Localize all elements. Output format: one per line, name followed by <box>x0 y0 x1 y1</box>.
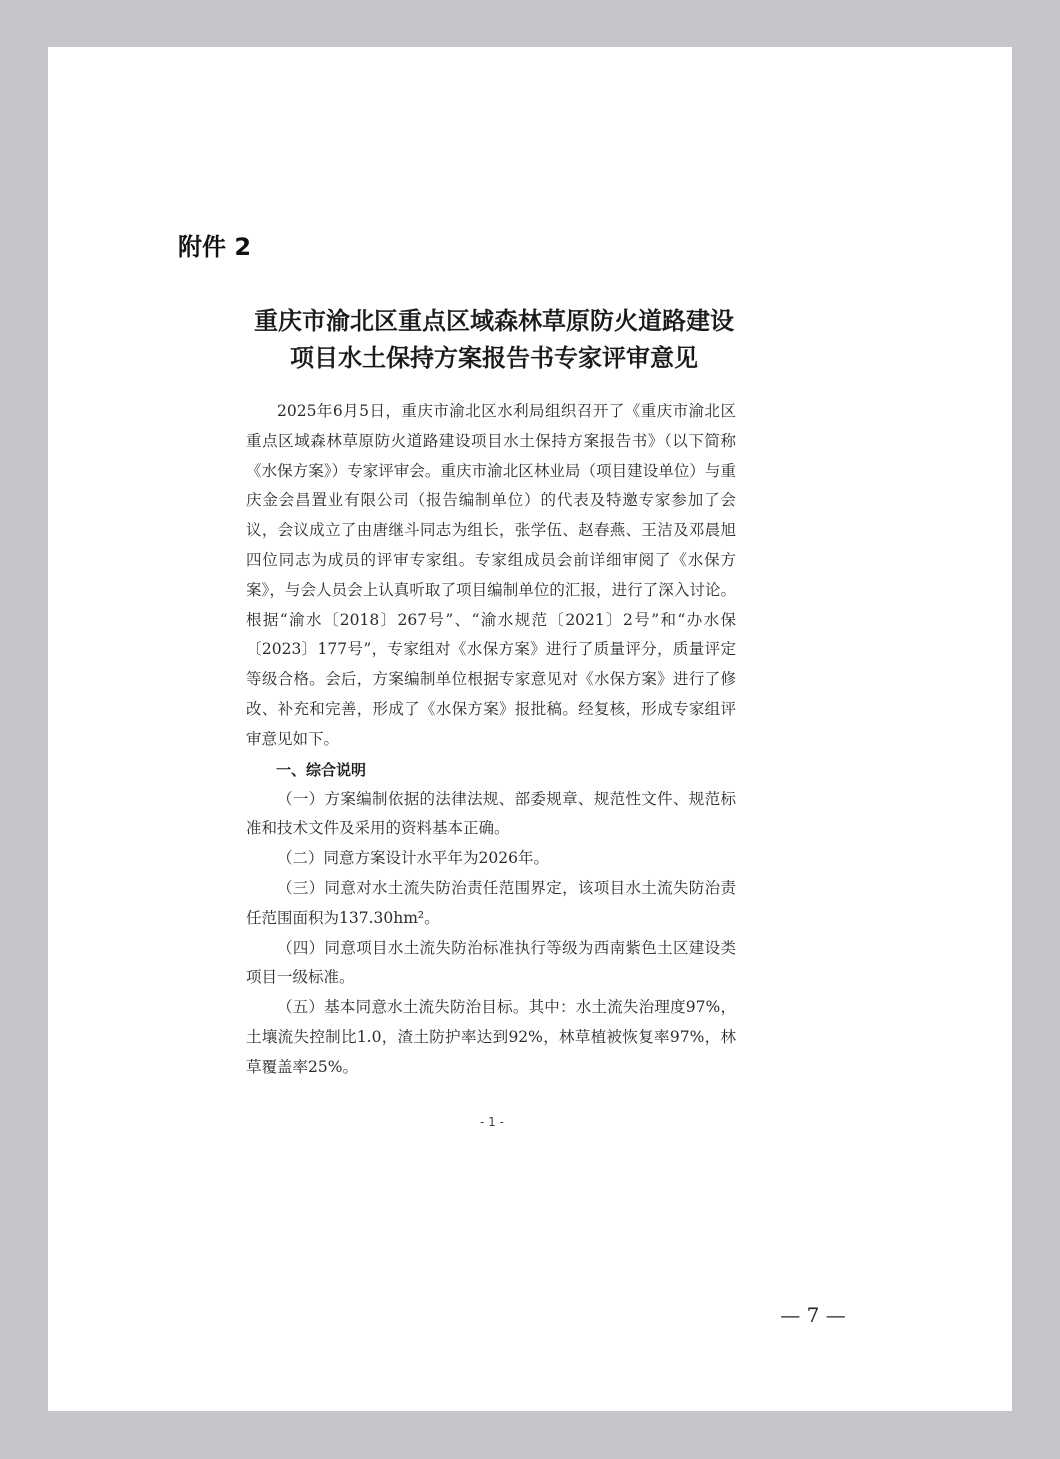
list-item: （四）同意项目水土流失防治标准执行等级为西南紫色土区建设类项目一级标准。 <box>246 938 736 987</box>
section-heading-summary: 一、综合说明 <box>276 760 367 779</box>
document-page <box>48 47 1012 1411</box>
list-item: （一）方案编制依据的法律法规、部委规章、规范性文件、规范标准和技术文件及采用的资料基本正确。 <box>246 789 736 838</box>
document-title: 重庆市渝北区重点区域森林草原防火道路建设项目水土保持方案报告书专家评审意见 <box>254 306 734 372</box>
list-item: （二）同意方案设计水平年为2026年。 <box>277 849 549 868</box>
list-item: （三）同意对水土流失防治责任范围界定，该项目水土流失防治责任范围面积为137.30hm²。 <box>246 878 736 927</box>
page-number: — 7 — <box>780 1303 846 1327</box>
attachment-label: 附件 2 <box>178 233 252 261</box>
list-item: （五）基本同意水土流失防治目标。其中：水土流失治理度97%，土壤流失控制比1.0，渣土防护率达到92%，林草植被恢复率97%，林草覆盖率25%。 <box>246 998 736 1076</box>
scanned-page-number: - 1 - <box>480 1115 504 1129</box>
intro-paragraph: 2025年6月5日，重庆市渝北区水利局组织召开了《重庆市渝北区重点区域森林草原防火道路建设项目水土保持方案报告书》（以下简称《水保方案》）专家评审会。重庆市渝北区林业局（项目建设单位）与重庆金会昌置业有限公司（报告编制单位）的代表及特邀专家参加了会议，会议成立了由唐继斗同志为组长，张学伍、赵春燕、王洁及邓晨旭四位同志为成员的评审专家组。专家组成员会前详细审阅了《水保方案》，与会人员会上认真听取了项目编制单位的汇报，进行了深入讨论。根据“渝水〔2018〕267号”、“渝水规范〔2021〕2号”和“办水保〔2023〕177号”，专家组对《水保方案》进行了质量评分，质量评定等级合格。会后，方案编制单位根据专家意见对《水保方案》进行了修改、补充和完善，形成了《水保方案》报批稿。经复核，形成专家组评审意见如下。 <box>246 402 736 748</box>
document-body <box>246 397 736 1083</box>
